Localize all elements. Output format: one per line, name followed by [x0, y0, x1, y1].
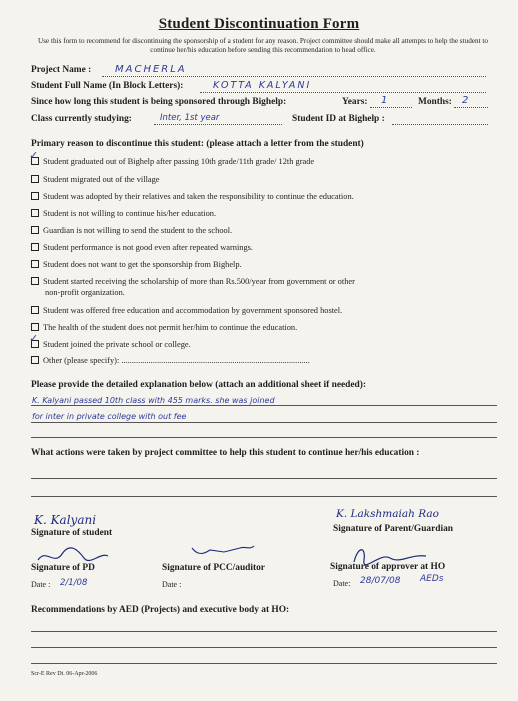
student-name-value: KOTTA KALYANI [213, 80, 312, 91]
checkbox[interactable] [31, 356, 39, 364]
explanation-rule-3 [31, 437, 497, 438]
recommendations-rule-3 [31, 663, 497, 664]
check-mark-icon: ✓ [29, 149, 39, 162]
reason-label: Student is not willing to continue his/her education. [43, 209, 217, 218]
pd-date-value: 2/1/08 [60, 578, 88, 588]
checkbox[interactable] [31, 277, 39, 285]
reason-adopted[interactable] [31, 192, 354, 202]
reason-performance[interactable] [31, 243, 253, 253]
check-mark-icon: ✓ [29, 332, 39, 345]
recommendations-rule-2 [31, 647, 497, 648]
student-id-line [392, 124, 488, 125]
recommendations-heading: Recommendations by AED (Projects) and executive body at HO: [31, 605, 290, 615]
pcc-signature-scribble [190, 542, 260, 558]
actions-heading: What actions were taken by project committee to help this student to continue her/his education : [31, 448, 420, 458]
checkbox[interactable] [31, 243, 39, 251]
reason-label: Student migrated out of the village [43, 175, 160, 184]
explanation-line-2: for inter in private college with out fee [32, 412, 187, 421]
pd-date-label: Date : [31, 580, 51, 589]
reason-scholarship-cont: non-profit organization. [45, 288, 125, 297]
checkbox[interactable] [31, 209, 39, 217]
reason-hostel[interactable] [31, 306, 342, 316]
checkbox[interactable] [31, 226, 39, 234]
pcc-date-label: Date : [162, 580, 182, 589]
checkbox-checked[interactable] [29, 149, 39, 165]
parent-signature: K. Lakshmaiah Rao [336, 508, 439, 520]
form-instructions: Use this form to recommend for discontinuing the sponsorship of a student for any reason. Project committee should make all attempts to help the student to continue her/his education before sending this recommendation to head office. [38, 37, 488, 54]
reason-label: Other (please specify): .......................................................................................... [43, 356, 310, 365]
project-name-line [102, 76, 486, 77]
class-label: Class currently studying: [31, 114, 132, 124]
parent-signature-label: Signature of Parent/Guardian [333, 524, 453, 534]
explanation-line-1: K. Kalyani passed 10th class with 455 marks. she was joined [32, 396, 275, 405]
months-value: 2 [462, 95, 469, 106]
reason-private-college[interactable] [29, 332, 191, 350]
months-label: Months: [418, 97, 452, 107]
reason-label: Student graduated out of Bighelp after passing 10th grade/11th grade/ 12th grade [43, 157, 315, 166]
approver-date-label: Date: [333, 579, 351, 588]
years-line [370, 107, 412, 108]
years-value: 1 [381, 95, 388, 106]
since-label: Since how long this student is being sponsored through Bighelp: [31, 97, 287, 107]
checkbox[interactable] [31, 192, 39, 200]
years-label: Years: [342, 97, 368, 107]
reason-label: Guardian is not willing to send the student to the school. [43, 226, 233, 235]
student-id-label: Student ID at Bighelp : [292, 114, 385, 124]
explanation-heading: Please provide the detailed explanation below (attach an additional sheet if needed): [31, 380, 366, 390]
pcc-signature-label: Signature of PCC/auditor [162, 563, 265, 573]
project-name-label: Project Name : [31, 65, 92, 75]
reason-graduated[interactable] [29, 149, 315, 167]
checkbox-checked[interactable] [29, 332, 39, 348]
approver-note: AEDs [420, 574, 444, 584]
checkbox[interactable] [31, 306, 39, 314]
explanation-rule-2 [31, 422, 497, 423]
student-signature: K. Kalyani [34, 513, 97, 527]
reason-scholarship[interactable] [31, 277, 355, 287]
reason-not-willing[interactable] [31, 209, 216, 219]
months-line [454, 107, 488, 108]
actions-rule-1 [31, 478, 497, 479]
approver-date-value: 28/07/08 [360, 576, 401, 586]
reason-guardian[interactable] [31, 226, 232, 236]
project-name-value: MACHERLA [115, 64, 187, 75]
approver-signature-label: Signature of approver at HO [330, 562, 446, 572]
reason-label: Student does not want to get the sponsorship from Bighelp. [43, 260, 242, 269]
reason-label: The health of the student does not permit her/him to continue the education. [43, 323, 298, 332]
reason-label: Student was offered free education and accommodation by government sponsored hostel. [43, 306, 343, 315]
class-line [154, 124, 282, 125]
checkbox[interactable] [31, 175, 39, 183]
student-signature-label: Signature of student [31, 528, 113, 538]
reason-migrated[interactable] [31, 175, 160, 185]
pd-signature-label: Signature of PD [31, 563, 95, 573]
reasons-heading: Primary reason to discontinue this student: (please attach a letter from the student) [31, 139, 364, 149]
checkbox[interactable] [31, 260, 39, 268]
reason-no-sponsorship[interactable] [31, 260, 242, 270]
explanation-rule-1 [31, 405, 497, 406]
checkbox[interactable] [31, 323, 39, 331]
actions-rule-2 [31, 496, 497, 497]
recommendations-rule-1 [31, 631, 497, 632]
student-name-label: Student Full Name (In Block Letters): [31, 81, 184, 91]
reason-label: Student performance is not good even after repeated warnings. [43, 243, 253, 252]
form-revision-footer: Scr-E Rev Dt. 06-Apr-2006 [31, 671, 98, 677]
reason-label: Student started receiving the scholarship of more than Rs.500/year from government or other [43, 277, 355, 286]
reason-label: Student was adopted by their relatives and taken the responsibility to continue the education. [43, 192, 354, 201]
class-value: Inter, 1st year [160, 113, 220, 123]
student-name-line [200, 92, 486, 93]
reason-health[interactable] [31, 323, 297, 333]
reason-label: Student joined the private school or college. [43, 340, 191, 349]
form-title: Student Discontinuation Form [158, 16, 360, 32]
reason-other[interactable] [31, 356, 310, 366]
